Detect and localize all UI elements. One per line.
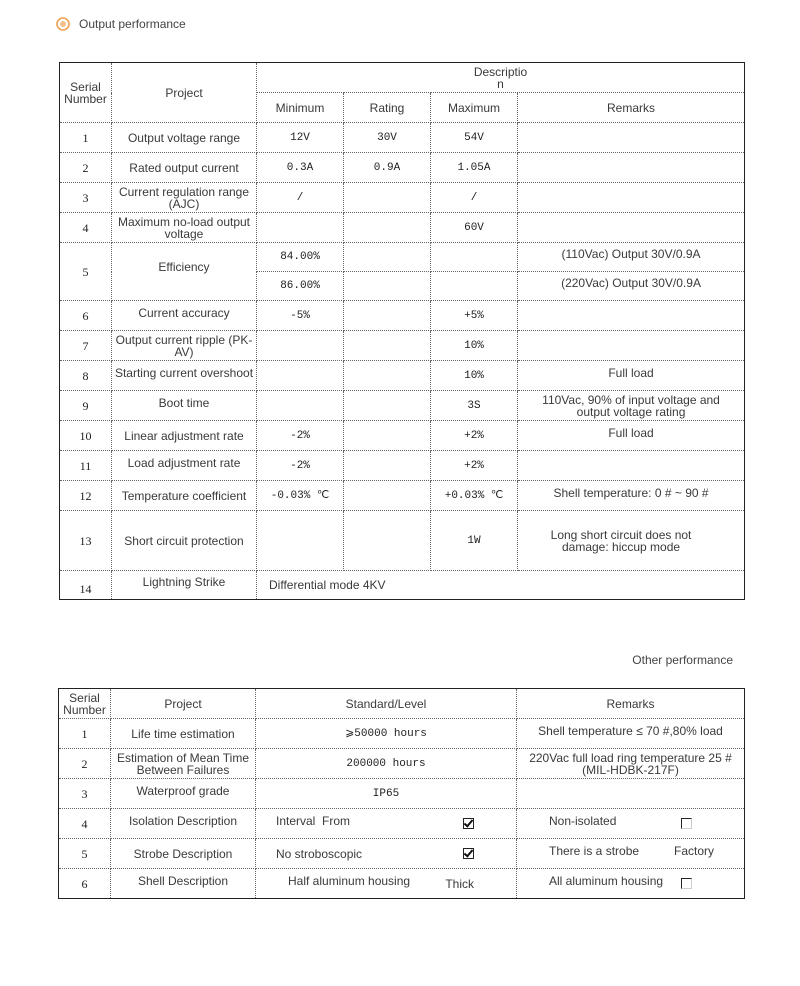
cell-serial: 5 <box>60 243 112 301</box>
cell-project: Output voltage range <box>112 123 257 153</box>
cell-serial: 10 <box>60 421 112 451</box>
cell-remarks <box>518 421 745 451</box>
table-row <box>60 481 745 511</box>
output-performance-table <box>59 62 745 600</box>
cell-project <box>111 809 256 839</box>
table-row <box>60 331 745 361</box>
section-title-other: Other performance <box>632 653 733 667</box>
cell-rating <box>344 301 431 331</box>
cell-rating <box>344 331 431 361</box>
cell-remarks <box>518 123 745 153</box>
cell-serial: 4 <box>60 213 112 243</box>
remarks-option-label: All aluminum housing <box>549 873 664 888</box>
cell-serial: 5 <box>59 839 111 869</box>
cell-project <box>112 301 257 331</box>
cell-serial: 12 <box>60 481 112 511</box>
cell-rating <box>344 361 431 391</box>
cell-project-text: Load adjustment rate <box>127 455 241 470</box>
cell-remarks <box>518 243 745 272</box>
remarks-option <box>519 813 742 830</box>
table-row <box>60 243 745 272</box>
cell-min <box>257 511 344 571</box>
header-description: Descriptio n <box>257 63 745 93</box>
standard-option <box>258 873 514 891</box>
cell-project-text: Shell Description <box>137 873 229 888</box>
cell-serial-text: 14 <box>79 582 92 596</box>
table-row <box>59 749 745 779</box>
cell-remarks <box>518 331 745 361</box>
cell-serial: 3 <box>60 183 112 213</box>
cell-serial: 4 <box>59 809 111 839</box>
cell-max: +0.03% ℃ <box>431 481 518 511</box>
cell-max: 3S <box>431 391 518 421</box>
cell-serial: 3 <box>59 779 111 809</box>
standard-option <box>258 813 514 830</box>
cell-serial: 2 <box>60 153 112 183</box>
table-row <box>60 511 745 571</box>
remarks-option-extra: Factory <box>673 843 714 858</box>
cell-remarks <box>517 779 745 809</box>
cell-remarks: 110Vac, 90% of input voltage and output voltage rating <box>518 391 745 421</box>
cell-remarks <box>517 809 745 839</box>
cell-standard <box>256 869 517 899</box>
remarks-option <box>519 843 742 860</box>
cell-project-text: Starting current overshoot <box>114 365 254 380</box>
table-row <box>60 571 745 600</box>
cell-project <box>112 243 257 301</box>
cell-project: Rated output current <box>112 153 257 183</box>
cell-remarks <box>518 272 745 301</box>
table-row <box>60 361 745 391</box>
cell-min <box>257 213 344 243</box>
cell-max: +2% <box>431 451 518 481</box>
cell-max: 10% <box>431 361 518 391</box>
table-row <box>60 183 745 213</box>
table-row <box>59 809 745 839</box>
standard-option-extra: Thick <box>445 876 474 891</box>
cell-standard <box>256 809 517 839</box>
checkbox-checked-icon[interactable] <box>463 818 474 829</box>
cell-remarks-text: (110Vac) Output 30V/0.9A <box>561 247 701 261</box>
table-row <box>60 451 745 481</box>
header-standard: Standard/Level <box>256 689 517 719</box>
table-row <box>59 839 745 869</box>
cell-serial: 13 <box>60 511 112 571</box>
cell-remarks <box>517 869 745 899</box>
cell-remarks-text: (220Vac) Output 30V/0.9A <box>561 276 701 290</box>
cell-remarks-text: Shell temperature: 0 # ~ 90 # <box>553 485 709 500</box>
remarks-option-label: There is a strobe <box>549 843 640 858</box>
cell-project-text: Waterproof grade <box>136 783 230 798</box>
cell-rating <box>344 511 431 571</box>
cell-serial: 6 <box>59 869 111 899</box>
cell-min: 86.00% <box>257 272 344 301</box>
cell-rating <box>344 243 431 272</box>
cell-project-text: Efficiency <box>158 259 210 274</box>
cell-rating <box>344 421 431 451</box>
checkbox-checked-icon[interactable] <box>463 848 474 859</box>
header-serial: Serial Number <box>60 63 112 123</box>
cell-project-text: Lightning Strike <box>142 575 226 589</box>
cell-project <box>112 571 257 600</box>
cell-remarks-text: Full load <box>608 425 654 440</box>
cell-min: 0.3A <box>257 153 344 183</box>
cell-rating <box>344 183 431 213</box>
cell-min: / <box>257 183 344 213</box>
table-row <box>60 391 745 421</box>
cell-project: Temperature coefficient <box>112 481 257 511</box>
cell-serial: 2 <box>59 749 111 779</box>
cell-project: Output current ripple (PK-AV) <box>112 331 257 361</box>
cell-remarks <box>518 153 745 183</box>
cell-remarks <box>518 183 745 213</box>
cell-min: -0.03% ℃ <box>257 481 344 511</box>
header-rating: Rating <box>344 93 431 123</box>
cell-remarks <box>518 481 745 511</box>
cell-max <box>431 243 518 272</box>
other-performance-table <box>58 688 745 899</box>
cell-min: 12V <box>257 123 344 153</box>
remarks-option <box>519 873 742 890</box>
cell-project-text: Isolation Description <box>128 813 238 828</box>
cell-min <box>257 331 344 361</box>
cell-remarks <box>518 361 745 391</box>
table-row <box>60 213 745 243</box>
header-remarks: Remarks <box>518 93 745 123</box>
cell-project <box>112 391 257 421</box>
cell-serial <box>60 571 112 600</box>
cell-serial: 1 <box>60 123 112 153</box>
cell-project: Life time estimation <box>111 719 256 749</box>
cell-remarks <box>518 213 745 243</box>
header-maximum: Maximum <box>431 93 518 123</box>
cell-standard: IP65 <box>256 779 517 809</box>
table-row <box>60 123 745 153</box>
cell-remarks-text: Shell temperature ≤ 70 #,80% load <box>538 723 723 738</box>
cell-rating <box>344 272 431 301</box>
remarks-option-label: Non-isolated <box>549 813 617 828</box>
header-remarks: Remarks <box>517 689 745 719</box>
cell-project-text: Current accuracy <box>138 305 230 320</box>
cell-remarks-text: Full load <box>608 365 654 380</box>
cell-rating: 0.9A <box>344 153 431 183</box>
table-row <box>59 779 745 809</box>
standard-option-label: Half aluminum housing <box>288 873 411 888</box>
cell-max <box>431 272 518 301</box>
cell-remarks: 220Vac full load ring temperature 25 #(MIL-HDBK-217F) <box>517 749 745 779</box>
section-header-output <box>56 14 186 34</box>
table-row <box>59 869 745 899</box>
cell-max: / <box>431 183 518 213</box>
cell-rating <box>344 213 431 243</box>
cell-standard: 200000 hours <box>256 749 517 779</box>
section-title: Output performance <box>79 17 186 31</box>
standard-option <box>258 848 514 860</box>
header-project: Project <box>112 63 257 123</box>
cell-rating <box>344 481 431 511</box>
cell-remarks <box>517 719 745 749</box>
checkbox-unchecked-icon[interactable] <box>681 878 692 889</box>
ring-bullet-icon <box>56 17 70 31</box>
cell-project: Strobe Description <box>111 839 256 869</box>
cell-max: 10% <box>431 331 518 361</box>
table-row <box>59 719 745 749</box>
standard-option-label: No stroboscopic <box>276 846 363 861</box>
cell-serial: 11 <box>60 451 112 481</box>
cell-description: Differential mode 4KV <box>257 571 745 600</box>
cell-rating <box>344 451 431 481</box>
header-minimum: Minimum <box>257 93 344 123</box>
cell-max: 1W <box>431 511 518 571</box>
table-row <box>60 421 745 451</box>
cell-project <box>112 451 257 481</box>
table-row <box>60 153 745 183</box>
cell-min: -5% <box>257 301 344 331</box>
cell-max: +2% <box>431 421 518 451</box>
cell-project-text: Boot time <box>158 395 210 410</box>
cell-serial: 7 <box>60 331 112 361</box>
cell-min: 84.00% <box>257 243 344 272</box>
cell-project: Estimation of Mean Time Between Failures <box>111 749 256 779</box>
cell-rating: 30V <box>344 123 431 153</box>
cell-project: Current regulation range (AJC) <box>112 183 257 213</box>
table-row <box>60 301 745 331</box>
cell-project: Linear adjustment rate <box>112 421 257 451</box>
cell-min <box>257 391 344 421</box>
cell-remarks <box>518 451 745 481</box>
cell-serial: 1 <box>59 719 111 749</box>
standard-option-label: Interval From <box>276 813 351 828</box>
cell-project <box>112 361 257 391</box>
cell-max: 60V <box>431 213 518 243</box>
cell-min: -2% <box>257 421 344 451</box>
cell-standard <box>256 839 517 869</box>
cell-remarks <box>517 839 745 869</box>
cell-max: +5% <box>431 301 518 331</box>
cell-max: 54V <box>431 123 518 153</box>
cell-min <box>257 361 344 391</box>
cell-serial: 9 <box>60 391 112 421</box>
header-serial: Serial Number <box>59 689 111 719</box>
cell-project <box>111 869 256 899</box>
cell-standard: ⩾50000 hours <box>256 719 517 749</box>
cell-project: Maximum no-load output voltage <box>112 213 257 243</box>
header-project: Project <box>111 689 256 719</box>
checkbox-unchecked-icon[interactable] <box>681 818 692 829</box>
cell-serial: 8 <box>60 361 112 391</box>
cell-rating <box>344 391 431 421</box>
cell-min: -2% <box>257 451 344 481</box>
cell-remarks: Long short circuit does not damage: hiccup mode <box>518 511 745 571</box>
cell-project: Short circuit protection <box>112 511 257 571</box>
cell-remarks <box>518 301 745 331</box>
cell-serial: 6 <box>60 301 112 331</box>
cell-max: 1.05A <box>431 153 518 183</box>
cell-project <box>111 779 256 809</box>
